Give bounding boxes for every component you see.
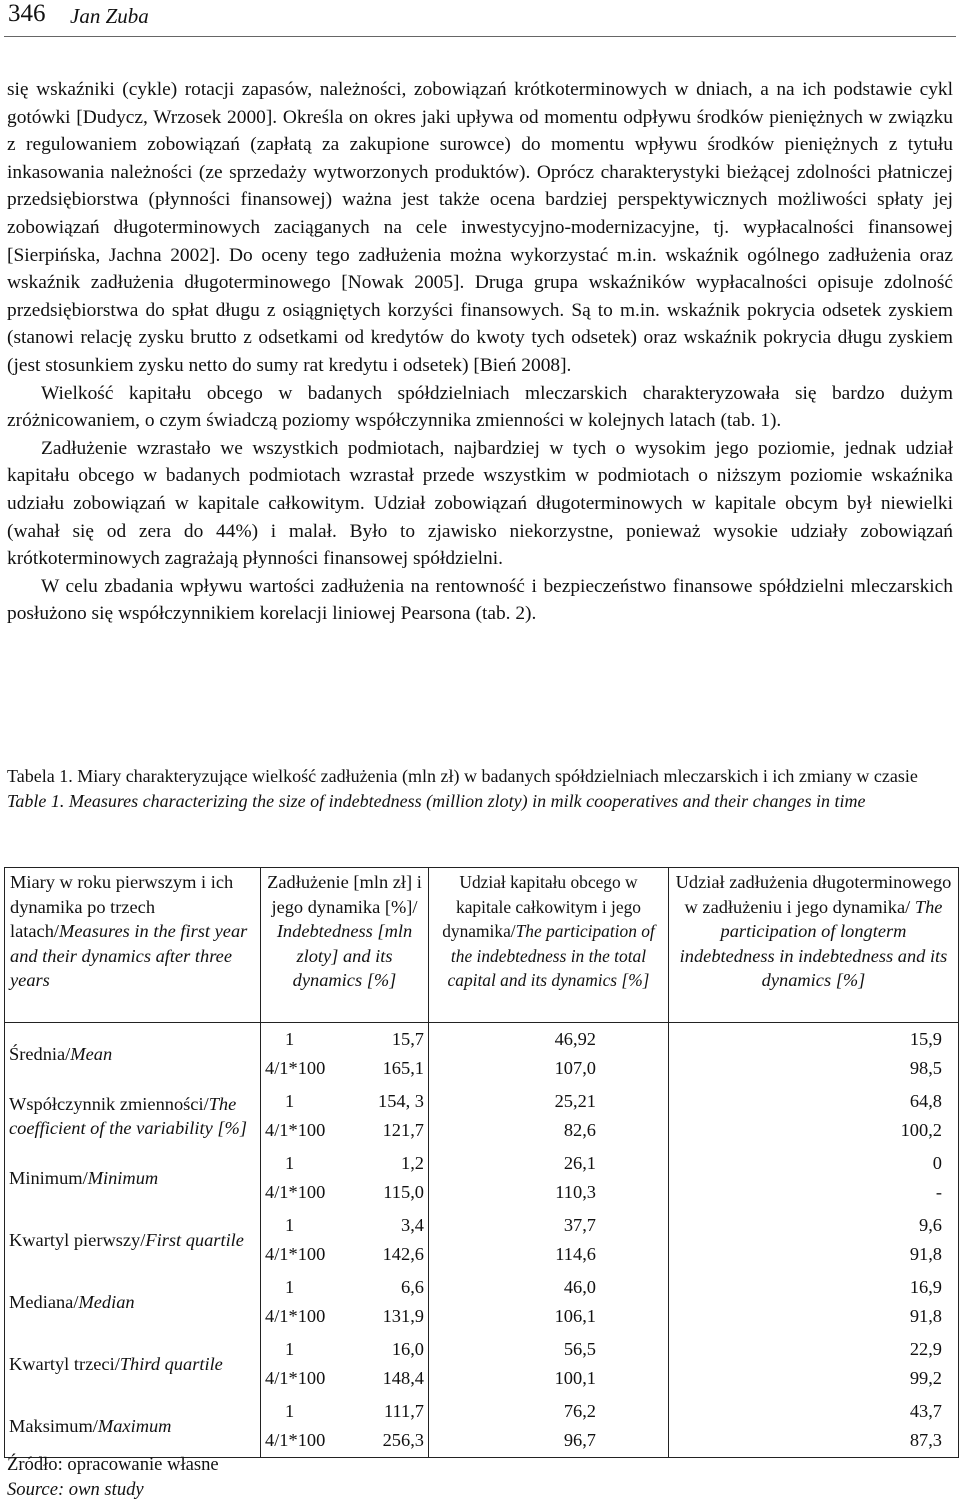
body-text — [7, 76, 953, 628]
paragraph: się wskaźniki (cykle) rotacji zapasów, należności, zobowiązań krótkoterminowych w dniach, a na ich podstawie cykl gotówki [Dudycz, Wrzosek 2000]. Określa on okres jaki upływa od momentu odpływu środków pieniężnych w związku z regulowaniem zobowiązań (zapłatą za zakupione surowce) do momentu wpływu środków pieniężnych z tytułu inkasowania należności (ze sprzedaży wytworzonych produktów). Oprócz charakterystyki bieżącej zdolności płatniczej przedsiębiorstwa (płynności finansowej) ważna jest także ocena bardziej perspektywicznych możliwości spłaty jej zobowiązań długoterminowych zaciąganych na cele inwestycyjno-modernizacyjne, tj. wypłacalności finansowej [Sierpińska, Jachna 2002]. Do oceny tego zadłużenia można wykorzystać m.in. wskaźnik ogólnego zadłużenia oraz wskaźnik zadłużenia długoterminowego [Nowak 2005]. Druga grupa wskaźników wypłacalności opisuje zdolność przedsiębiorstwa do spłat długu z osiągniętych korzyści finansowych. Są to m.in. wskaźnik pokrycia odsetek zyskiem (stanowi relację zysku brutto z odsetkami od kredytów do kwoty tych odsetek) oraz wskaźnik pokrycia długu zyskiem (jest stosunkiem zysku netto do sumy rat kredytu i odsetek) [Bień 2008]. — [7, 79, 953, 376]
table-row — [5, 1395, 959, 1458]
source-polish: Źródło: opracowanie własne — [7, 1454, 219, 1475]
indebtedness-cell: 1 16,0 4/1*100 148,4 — [261, 1333, 429, 1395]
foreign-share-cell: 56,5 100,1 — [429, 1333, 669, 1395]
foreign-share-cell: 37,7 114,6 — [429, 1209, 669, 1271]
indebtedness-cell: 1 15,7 4/1*100 165,1 — [261, 1023, 429, 1086]
caption-english: Table 1. Measures characterizing the size of indebtedness (million zloty) in milk cooperatives and their changes in time — [7, 791, 866, 811]
indebtedness-table — [4, 867, 959, 1458]
paragraph: W celu zbadania wpływu wartości zadłużenia na rentowność i bezpieczeństwo finansowe spółdzielni mleczarskich posłużono się współczynnikiem korelacji liniowej Pearsona (tab. 2). — [7, 575, 953, 625]
row-label: Minimum/Minimum — [5, 1147, 261, 1209]
longterm-share-cell: 15,9 98,5 — [669, 1023, 959, 1086]
row-label: Mediana/Median — [5, 1271, 261, 1333]
longterm-share-cell: 16,9 91,8 — [669, 1271, 959, 1333]
indebtedness-cell: 1 1,2 4/1*100 115,0 — [261, 1147, 429, 1209]
table-header-row — [5, 868, 959, 1023]
indebtedness-cell: 1 111,7 4/1*100 256,3 — [261, 1395, 429, 1458]
indebtedness-cell: 1 3,4 4/1*100 142,6 — [261, 1209, 429, 1271]
table-row — [5, 1147, 959, 1209]
longterm-share-cell: 9,6 91,8 — [669, 1209, 959, 1271]
table-row — [5, 1085, 959, 1147]
foreign-share-cell: 46,0 106,1 — [429, 1271, 669, 1333]
paragraph: Wielkość kapitału obcego w badanych spółdzielniach mleczarskich charakteryzowała się bardzo dużym zróżnicowaniem, o czym świadczą poziomy współczynnika zmienności w kolejnych latach (tab. 1). — [7, 382, 953, 432]
table-row — [5, 1023, 959, 1086]
table-row — [5, 1333, 959, 1395]
row-label: Kwartyl trzeci/Third quartile — [5, 1333, 261, 1395]
header-indebtedness: Zadłużenie [mln zł] i jego dynamika [%]/ Indebtedness [mln zloty] and its dynamics [%] — [261, 868, 429, 1023]
longterm-share-cell: 0 - — [669, 1147, 959, 1209]
longterm-share-cell: 22,9 99,2 — [669, 1333, 959, 1395]
table-source — [7, 1452, 219, 1502]
indebtedness-cell: 1 154, 3 4/1*100 121,7 — [261, 1085, 429, 1147]
running-header — [4, 0, 956, 37]
longterm-share-cell: 64,8 100,2 — [669, 1085, 959, 1147]
foreign-share-cell: 25,21 82,6 — [429, 1085, 669, 1147]
row-label: Maksimum/Maximum — [5, 1395, 261, 1458]
header-longterm-share: Udział zadłużenia długoterminowego w zadłużeniu i jego dynamika/ The participation of longterm indebtedness in indebtedness and its dynamics [%] — [669, 868, 959, 1023]
row-label: Kwartyl pierwszy/First quartile — [5, 1209, 261, 1271]
longterm-share-cell: 43,7 87,3 — [669, 1395, 959, 1458]
foreign-share-cell: 76,2 96,7 — [429, 1395, 669, 1458]
header-measures: Miary w roku pierwszym i ich dynamika po trzech latach/Measures in the first year and their dynamics after three years — [5, 868, 261, 1023]
header-foreign-capital-share: Udział kapitału obcego w kapitale całkowitym i jego dynamika/The participation of the indebtedness in the total capital and its dynamics [%] — [429, 868, 669, 1023]
table-row — [5, 1209, 959, 1271]
table-caption — [7, 764, 953, 814]
source-english: Source: own study — [7, 1479, 144, 1500]
indebtedness-cell: 1 6,6 4/1*100 131,9 — [261, 1271, 429, 1333]
row-label: Średnia/Mean — [5, 1023, 261, 1086]
page-number: 346 — [8, 0, 46, 27]
foreign-share-cell: 46,92 107,0 — [429, 1023, 669, 1086]
caption-polish: Tabela 1. Miary charakteryzujące wielkość zadłużenia (mln zł) w badanych spółdzielniach mleczarskich i ich zmiany w czasie — [7, 766, 918, 786]
paragraph: Zadłużenie wzrastało we wszystkich podmiotach, najbardziej w tych o wysokim jego poziomie, jednak udział kapitału obcego w badanych podmiotach wzrastał przede wszystkim w podmiotach o niższym poziomie wskaźnika udziału zobowiązań w kapitale całkowitym. Udział zobowiązań długoterminowych w kapitale obcym był niewielki (wahał się od zera do 44%) i malał. Było to zjawisko niekorzystne, ponieważ wysokie udziały zobowiązań krótkoterminowych zagrażają płynności finansowej spółdzielni. — [7, 437, 953, 570]
running-author: Jan Zuba — [70, 4, 149, 28]
foreign-share-cell: 26,1 110,3 — [429, 1147, 669, 1209]
row-label: Współczynnik zmienności/The coefficient of the variability [%] — [5, 1085, 261, 1147]
table-row — [5, 1271, 959, 1333]
